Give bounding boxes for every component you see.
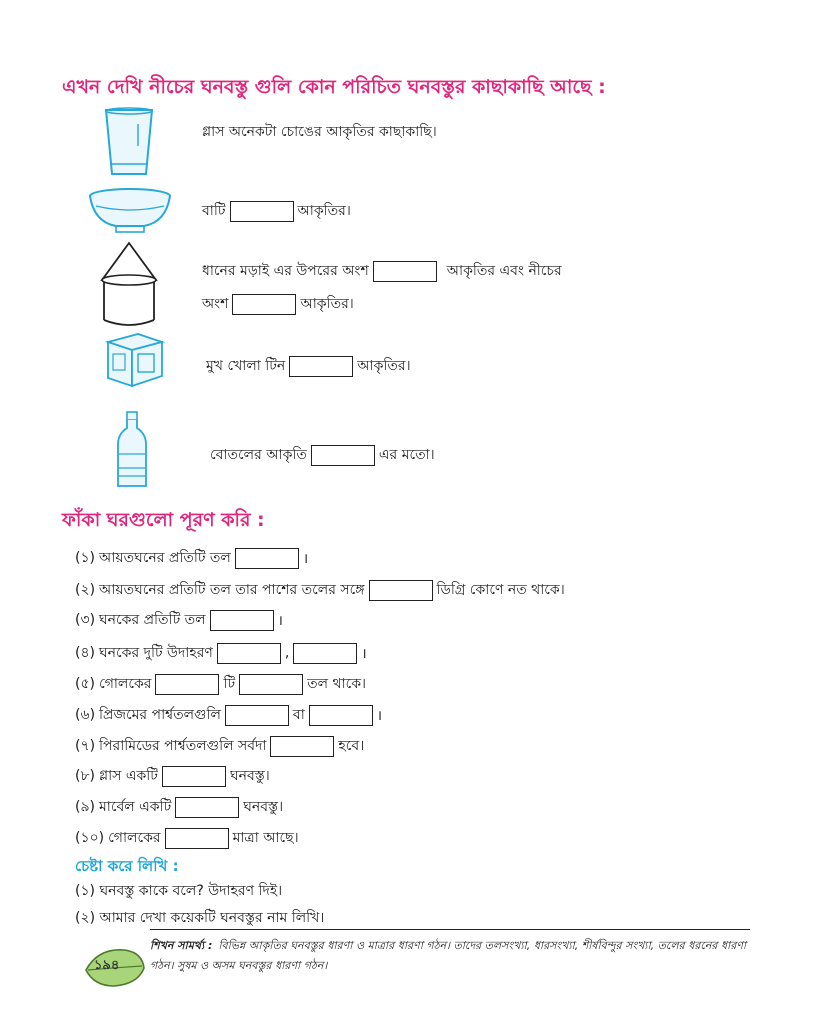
question-5: (৫) গোলকের টি তল থাকে। [75, 671, 366, 697]
granary-sentence-1: ধানের মড়াই এর উপরের অংশ আকৃতির এবং নীচের [202, 259, 562, 283]
granary-bottom-blank[interactable] [232, 294, 296, 315]
q10-blank[interactable] [165, 828, 229, 849]
q6-blank-1[interactable] [225, 705, 289, 726]
q7-blank[interactable] [270, 736, 334, 757]
q2-blank[interactable] [369, 580, 433, 601]
glass-icon [100, 106, 158, 178]
fill-blanks-heading: ফাঁকা ঘরগুলো পূরণ করি : [62, 509, 265, 531]
try-item-1: (১) ঘনবস্তু কাকে বলে? উদাহরণ দিই। [75, 883, 283, 899]
q6-blank-2[interactable] [309, 705, 373, 726]
question-10: (১০) গোলকের মাত্রা আছে। [75, 825, 299, 851]
q5-blank-2[interactable] [239, 674, 303, 695]
tin-blank[interactable] [289, 356, 353, 377]
bowl-sentence: বাটি আকৃতির। [202, 199, 351, 223]
tin-icon [104, 330, 166, 388]
glass-sentence: গ্লাস অনেকটা চোঙের আকৃতির কাছাকাছি। [202, 124, 437, 140]
q3-blank[interactable] [210, 610, 274, 631]
learning-outcome-note: শিখন সামর্থ্য : বিভিন্ন আকৃতির ঘনবস্তুর ধারণা ও মাত্রার ধারণা গঠন। তাদের তলসংখ্যা, ধারসংখ্যা, শীর্ষবিন্দুর সংখ্যা, তলের ধরনের ধারণা গঠন। সুষম ও অসম ঘনবস্তুর ধারণা গঠন। [150, 939, 747, 972]
question-6: (৬) প্রিজমের পার্শ্বতলগুলি বা । [75, 702, 382, 728]
granary-sentence-2: অংশ আকৃতির। [202, 292, 354, 316]
bowl-icon [86, 186, 174, 236]
question-1: (১) আয়তঘনের প্রতিটি তল । [75, 545, 308, 571]
q8-blank[interactable] [162, 766, 226, 787]
q4-blank-1[interactable] [217, 643, 281, 664]
q9-blank[interactable] [175, 797, 239, 818]
question-3: (৩) ঘনকের প্রতিটি তল । [75, 607, 283, 633]
granary-icon [96, 240, 162, 332]
bottle-icon [114, 410, 150, 490]
question-8: (৮) গ্লাস একটি ঘনবস্তু। [75, 763, 270, 789]
page-number: ১৯৪ [94, 958, 120, 973]
q1-blank[interactable] [235, 548, 299, 569]
question-9: (৯) মার্বেল একটি ঘনবস্তু। [75, 794, 283, 820]
tin-sentence: মুখ খোলা টিন আকৃতির। [206, 354, 411, 378]
q4-blank-2[interactable] [293, 643, 357, 664]
question-4: (৪) ঘনকের দুটি উদাহরণ , । [75, 640, 367, 666]
bottle-sentence: বোতলের আকৃতি এর মতো। [210, 443, 435, 467]
footer-divider [150, 929, 750, 930]
q5-blank-1[interactable] [155, 674, 219, 695]
granary-top-blank[interactable] [373, 261, 437, 282]
bowl-blank[interactable] [230, 201, 294, 222]
try-item-2: (২) আমার দেখা কয়েকটি ঘনবস্তুর নাম লিখি। [75, 910, 325, 926]
bottle-blank[interactable] [311, 445, 375, 466]
solids-heading: এখন দেখি নীচের ঘনবস্তু গুলি কোন পরিচিত ঘনবস্তুর কাছাকাছি আছে : [62, 76, 606, 98]
try-writing-heading: চেষ্টা করে লিখি : [75, 857, 179, 875]
question-7: (৭) পিরামিডের পার্শ্বতলগুলি সর্বদা হবে। [75, 733, 364, 759]
question-2: (২) আয়তঘনের প্রতিটি তল তার পাশের তলের সঙ্গে ডিগ্রি কোণে নত থাকে। [75, 577, 565, 603]
